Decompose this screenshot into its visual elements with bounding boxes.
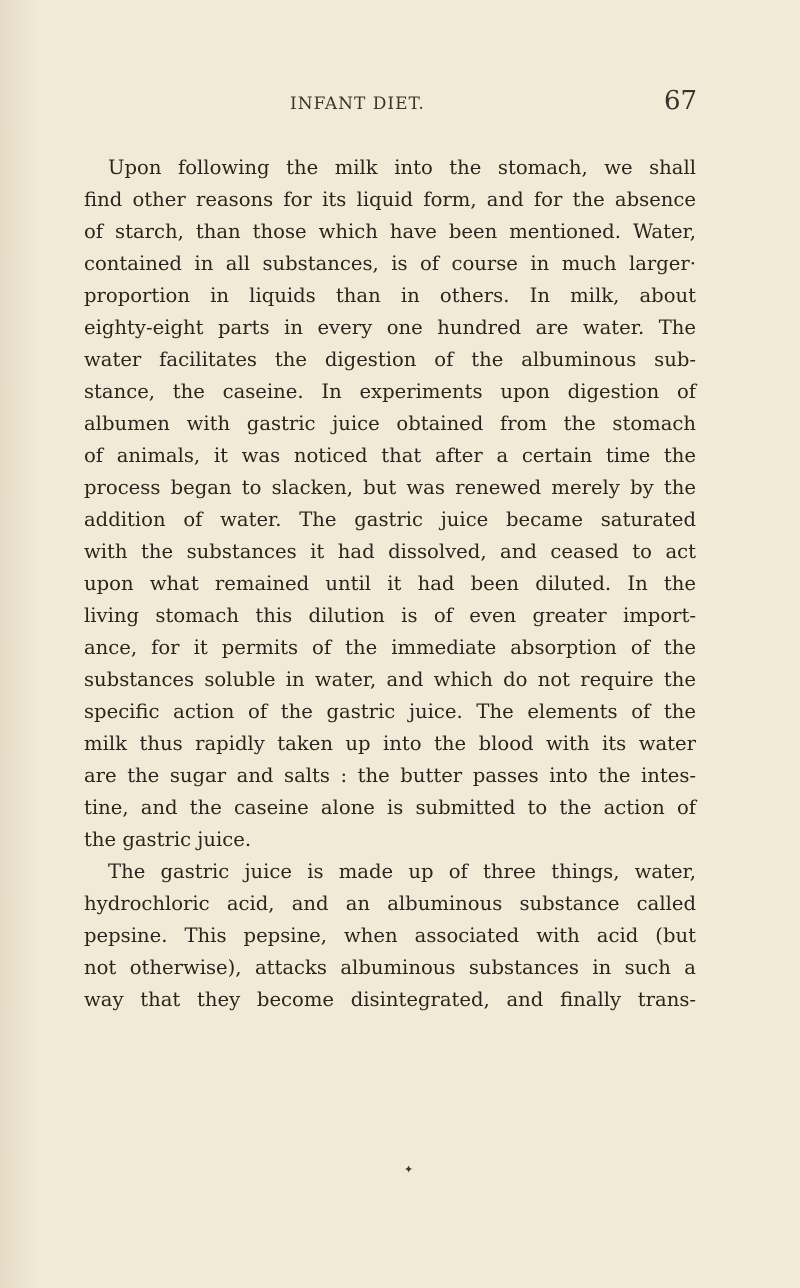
footer-ornament: ✦ — [404, 1163, 414, 1176]
text-line: addition of water. The gastric juice became saturated — [84, 508, 696, 531]
text-line: process began to slacken, but was renewed merely by the — [84, 476, 696, 499]
text-line: milk thus rapidly taken up into the blood with its water — [84, 732, 696, 755]
page-header — [0, 86, 800, 126]
text-line: hydrochloric acid, and an albuminous substance called — [84, 892, 696, 915]
body-text — [84, 152, 696, 1016]
text-line: not otherwise), attacks albuminous substances in such a — [84, 956, 696, 979]
text-line: of animals, it was noticed that after a certain time the — [84, 444, 696, 467]
page-number: 67 — [664, 86, 698, 116]
text-line: tine, and the caseine alone is submitted to the action of — [84, 796, 696, 819]
text-line: pepsine. This pepsine, when associated with acid (but — [84, 924, 696, 947]
text-line: the gastric juice. — [84, 828, 252, 851]
text-line: living stomach this dilution is of even greater import- — [84, 604, 696, 627]
text-line: proportion in liquids than in others. In milk, about — [84, 284, 696, 307]
text-line: eighty-eight parts in every one hundred are water. The — [84, 316, 696, 339]
text-line: way that they become disintegrated, and finally trans- — [84, 988, 696, 1011]
text-line: substances soluble in water, and which do not require the — [84, 668, 696, 691]
text-line: albumen with gastric juice obtained from the stomach — [84, 412, 696, 435]
text-line: Upon following the milk into the stomach, we shall — [108, 156, 696, 179]
text-line: stance, the caseine. In experiments upon digestion of — [84, 380, 696, 403]
text-line: upon what remained until it had been diluted. In the — [84, 572, 696, 595]
text-line: specific action of the gastric juice. The elements of the — [84, 700, 696, 723]
text-line: The gastric juice is made up of three things, water, — [108, 860, 696, 883]
text-line: contained in all substances, is of course in much larger· — [84, 252, 696, 275]
text-line: ance, for it permits of the immediate absorption of the — [84, 636, 696, 659]
text-line: are the sugar and salts : the butter passes into the intes- — [84, 764, 696, 787]
text-line: of starch, than those which have been mentioned. Water, — [84, 220, 696, 243]
text-line: with the substances it had dissolved, and ceased to act — [84, 540, 696, 563]
text-line: water facilitates the digestion of the albuminous sub- — [84, 348, 696, 371]
running-head: INFANT DIET. — [290, 94, 425, 114]
text-line: find other reasons for its liquid form, and for the absence — [84, 188, 696, 211]
